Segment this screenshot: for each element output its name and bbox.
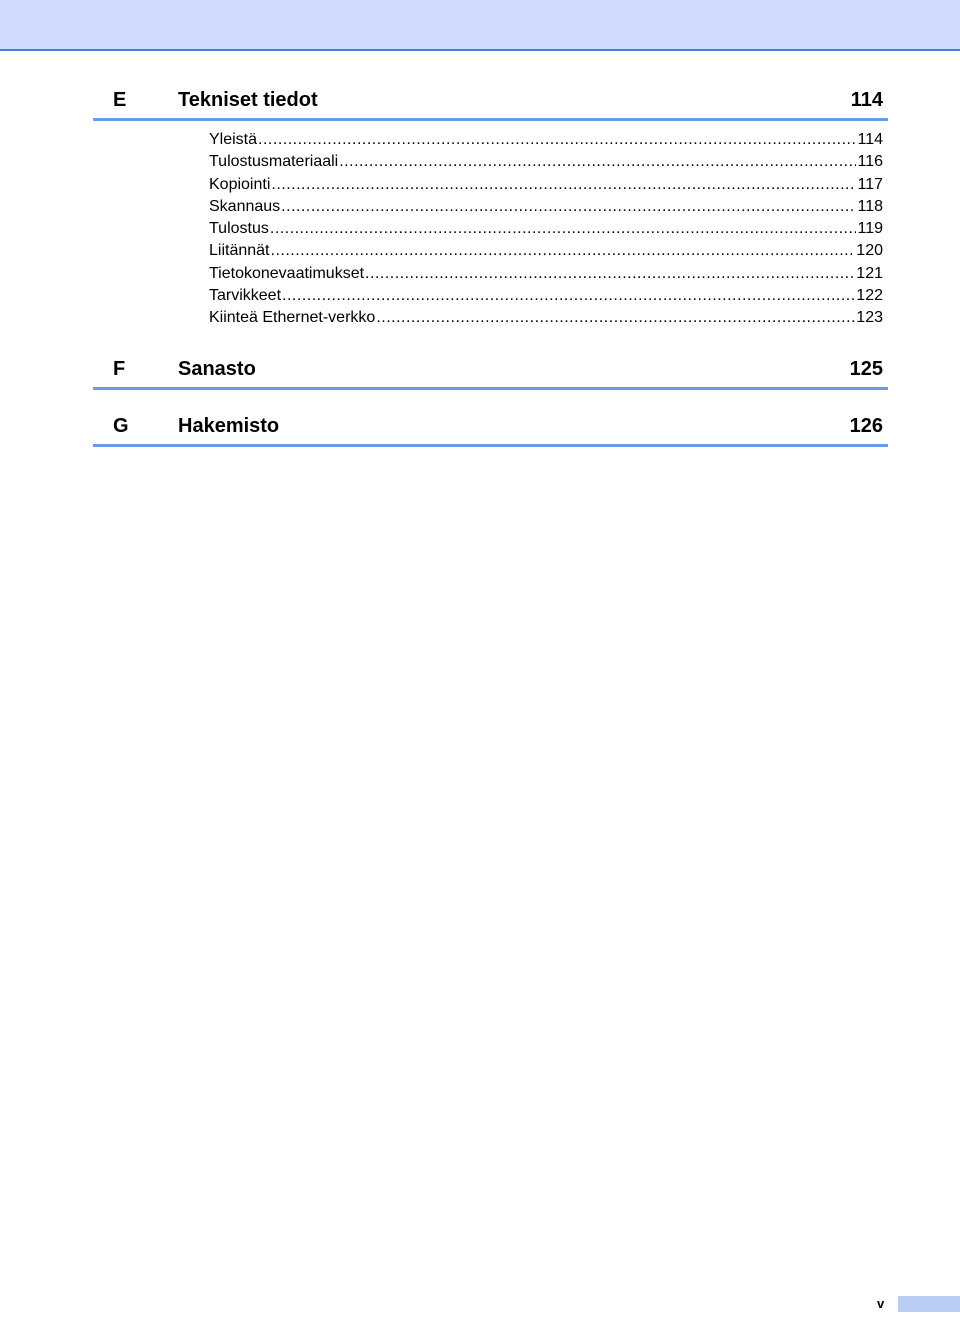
footer-band: [898, 1296, 960, 1312]
dot-leader: [376, 307, 855, 329]
chapter-heading-e[interactable]: [93, 82, 888, 121]
toc-entry-page: 117: [857, 175, 883, 193]
page-number: v: [877, 1296, 885, 1311]
toc-entry-label: Kopiointi: [209, 175, 271, 193]
chapter-heading-f[interactable]: [93, 351, 888, 390]
chapter-title: Hakemisto: [178, 415, 280, 437]
dot-leader: [365, 263, 855, 285]
toc-entry[interactable]: [209, 129, 883, 151]
toc-entry-label: Tulostusmateriaali: [209, 153, 339, 171]
chapter-page-number: 114: [850, 89, 883, 111]
dot-leader: [339, 151, 856, 173]
header-band: [0, 0, 960, 51]
toc-entry-page: 122: [856, 287, 883, 305]
toc-entry-list: [209, 129, 883, 330]
chapter-title: Sanasto: [178, 358, 256, 380]
chapter-title: Tekniset tiedot: [178, 89, 318, 111]
dot-leader: [281, 196, 856, 218]
toc-entry-label: Kiinteä Ethernet-verkko: [209, 309, 376, 327]
toc-entry-label: Liitännät: [209, 242, 270, 260]
chapter-page-number: 126: [849, 415, 883, 437]
dot-leader: [271, 174, 856, 196]
toc-entry[interactable]: [209, 263, 883, 285]
toc-entry[interactable]: [209, 174, 883, 196]
toc-entry[interactable]: [209, 307, 883, 329]
toc-entry-page: 123: [856, 309, 883, 327]
toc-entry-label: Tarvikkeet: [209, 287, 282, 305]
toc-entry[interactable]: [209, 196, 883, 218]
chapter-letter: E: [113, 89, 127, 111]
dot-leader: [282, 285, 855, 307]
chapter-heading-g[interactable]: [93, 408, 888, 447]
toc-entry-label: Yleistä: [209, 131, 258, 148]
toc-entry-label: Tulostus: [209, 220, 269, 238]
dot-leader: [271, 240, 856, 262]
toc-entry-page: 116: [857, 153, 883, 171]
toc-entry[interactable]: [209, 218, 883, 240]
chapter-letter: G: [113, 415, 129, 437]
toc-entry-label: Skannaus: [209, 197, 281, 215]
dot-leader: [258, 129, 856, 151]
chapter-page-number: 125: [849, 358, 883, 380]
toc-entry[interactable]: [209, 285, 883, 307]
toc-entry-page: 121: [856, 264, 883, 282]
toc-entry-page: 119: [857, 220, 883, 238]
dot-leader: [270, 218, 857, 240]
toc-entry-label: Tietokonevaatimukset: [209, 264, 365, 282]
toc-entry[interactable]: [209, 151, 883, 173]
toc-entry-page: 120: [856, 242, 883, 260]
toc-entry-page: 114: [857, 131, 883, 148]
toc-entry-page: 118: [857, 197, 883, 215]
chapter-letter: F: [113, 358, 126, 380]
toc-entry[interactable]: [209, 240, 883, 262]
